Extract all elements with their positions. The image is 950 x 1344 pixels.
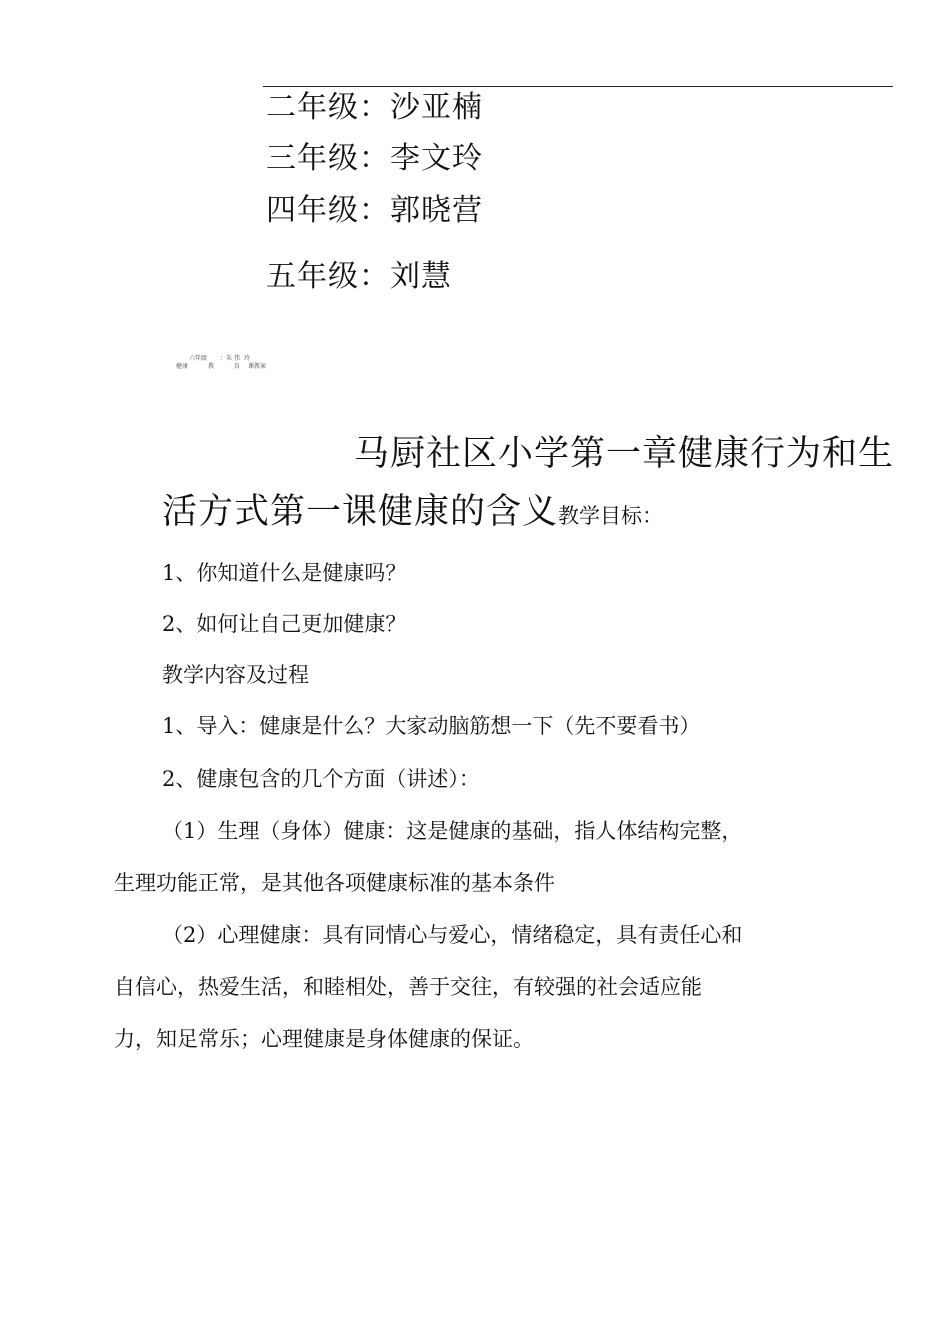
section-heading: 教学内容及过程 (162, 663, 309, 687)
lesson-title-line-1: 马厨社区小学第一章健康行为和生 (354, 434, 895, 474)
tiny-footnote-part: 伟 (234, 355, 241, 362)
goal-question-1: 1、你知道什么是健康吗？ (162, 561, 407, 585)
paragraph-physical-2: 生理功能正常，是其他各项健康标准的基本条件 (114, 871, 555, 895)
paragraph-mental-2: 自信心，热爱生活，和睦相处，善于交往，有较强的社会适应能 (114, 975, 702, 999)
grade-teacher-2: 二年级：沙亚楠 (266, 90, 483, 125)
tiny-footnote (176, 352, 296, 372)
tiny-footnote-part: 健康 (176, 363, 189, 370)
paragraph-physical-1: （1）生理（身体）健康：这是健康的基础，指人体结构完整， (162, 819, 743, 843)
lesson-title-text: 活方式第一课健康的含义 (162, 492, 559, 532)
tiny-footnote-part: 教 (208, 363, 215, 370)
tiny-footnote-part: 课教案 (248, 363, 267, 370)
grade-teacher-4: 四年级：郭晓营 (266, 193, 483, 228)
grade-teacher-3: 三年级：李文玲 (266, 141, 483, 176)
lesson-title-line-2 (162, 490, 663, 538)
paragraph-intro: 1、导入：健康是什么？大家动脑筋想一下（先不要看书） (162, 714, 701, 738)
paragraph-aspects: 2、健康包含的几个方面（讲述）： (162, 767, 480, 791)
grade-teacher-5: 五年级：刘慧 (266, 259, 452, 294)
teaching-goal-label: 教学目标： (558, 504, 664, 528)
paragraph-mental-3: 力，知足常乐；心理健康是身体健康的保证。 (114, 1027, 534, 1051)
tiny-footnote-part: ：朱 (220, 355, 233, 362)
paragraph-mental-1: （2）心理健康：具有同情心与爱心，情绪稳定，具有责任心和 (162, 923, 743, 947)
tiny-footnote-part: 育 (234, 363, 241, 370)
header-rule (263, 86, 893, 87)
tiny-footnote-part: 玲 (244, 355, 251, 362)
tiny-footnote-part: 六年级 (189, 355, 208, 362)
goal-question-2: 2、如何让自己更加健康？ (162, 612, 407, 636)
